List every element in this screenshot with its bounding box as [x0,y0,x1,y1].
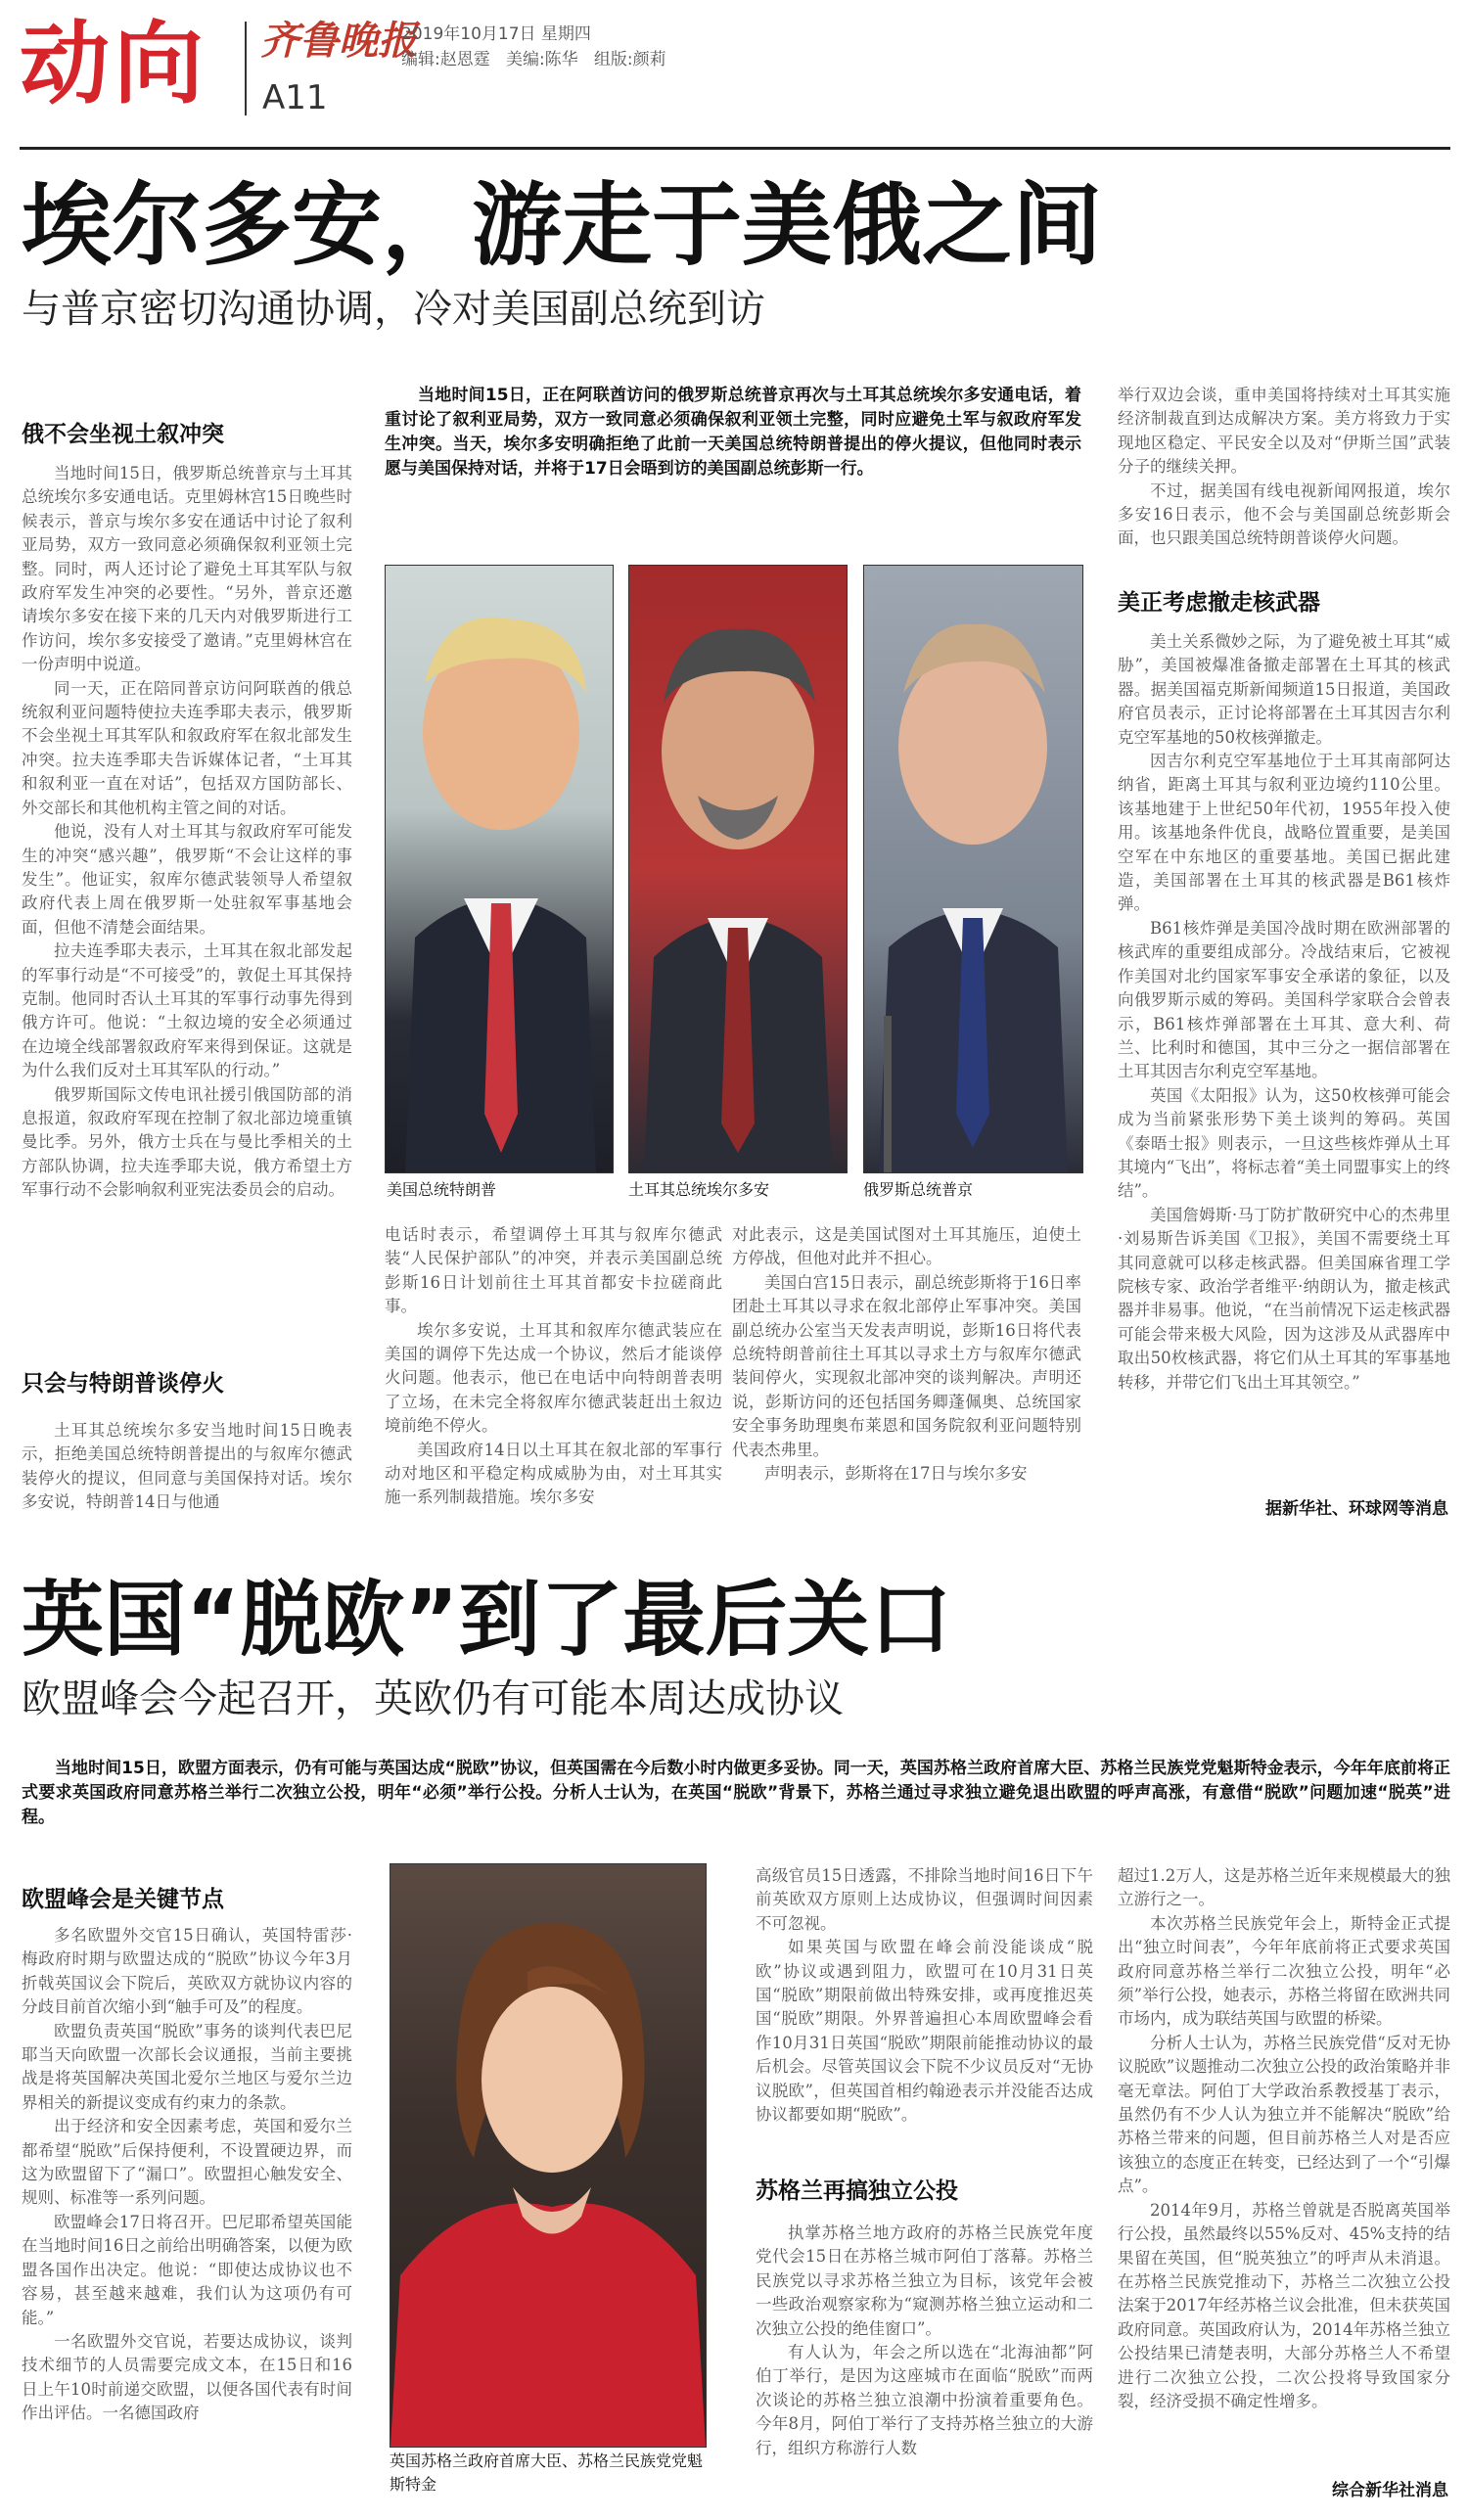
story2-source: 综合新华社消息 [1332,2481,1448,2500]
story2-lead: 当地时间15日，欧盟方面表示，仍有可能与英国达成“脱欧”协议，但英国需在今后数小时内做更多妥协。同一天，英国苏格兰政府首席大臣、苏格兰民族党党魁斯特金表示，今年年底前将正式要求英国政府同意苏格兰举行二次独立公投，明年“必须”举行公投。分析人士认为，在英国“脱欧”背景下，苏格兰通过寻求独立避免退出欧盟的呼声高涨，有意借“脱欧”问题加速“脱英”进程。 [22,1759,1450,1827]
story1-source: 据新华社、环球网等消息 [1265,1499,1448,1519]
page-number: A11 [262,78,328,117]
newspaper-logo: 齐鲁晚报 [260,18,417,64]
story1-col1-title: 俄不会坐视土叙冲突 [22,422,224,447]
story1-col3-text: 对此表示，这是美国试图对土耳其施压，迫使土方停战，但他对此并不担心。 美国白宫15日表示，副总统彭斯将于16日率团赴土耳其以寻求在叙北部停止军事冲突。美国副总统办公室当天发表声明说，彭斯16日将代表总统特朗普前往土耳其以寻求土方与叙库尔德武装间停火，实现叙北部冲突的谈判解决。声明还说，彭斯访问的还包括国务卿蓬佩奥、总统国家安全事务助理奥布莱恩和国务院叙利亚问题特别代表杰弗里。 声明表示，彭斯将在17日与埃尔多安 [732,1225,1081,1484]
story1-col1-text: 当地时间15日，俄罗斯总统普京与土耳其总统埃尔多安通电话。克里姆林宫15日晚些时候表示，普京与埃尔多安在通话中讨论了叙利亚局势，双方一致同意必须确保叙利亚领土完整。同时，两人还讨论了避免土耳其军队与叙政府军发生冲突的必要性。“另外，普京还邀请埃尔多安在接下来的几天内对俄罗斯进行工作访问，埃尔多安接受了邀请。”克里姆林宫在一份声明中说道。 同一天，正在陪同普京访问阿联酋的俄总统叙利亚问题特使拉夫连季耶夫表示，俄罗斯不会坐视土耳其军队和叙政府军在叙北部发生冲突。拉夫连季耶夫告诉媒体记者，“土耳其和叙利亚一直在对话”，包括双方国防部长、外交部长和其他机构主管之间的对话。 他说，没有人对土耳其与叙政府军可能发生的冲突“感兴趣”，俄罗斯“不会让这样的事发生”。他证实，叙库尔德武装领导人希望叙政府代表上周在俄罗斯一处驻叙军事基地会面，但他不清楚会面结果。 拉夫连季耶夫表示，土耳其在叙北部发起的军事行动是“不可接受”的，敦促土耳其保持克制。他同时否认土耳其的军事行动事先得到俄方许可。他说：“土叙边境的安全必须通过在边境全线部署叙政府军来得到保证。这就是为什么我们反对土耳其军队的行动。” 俄罗斯国际文传电讯社援引俄国防部的消息报道，叙政府军现在控制了叙北部边境重镇曼比季。另外，俄方士兵在与曼比季相关的土方部队协调，拉夫连季耶夫说，俄方希望土方军事行动不会影响叙利亚宪法委员会的启动。 [22,464,352,1200]
story2-col1-title: 欧盟峰会是关键节点 [22,1887,224,1912]
story1-col2-text: 电话时表示，希望调停土耳其与叙库尔德武装“人民保护部队”的冲突，并表示美国副总统彭斯16日计划前往土耳其首都安卡拉磋商此事。 埃尔多安说，土耳其和叙库尔德武装应在美国的调停下先达成一个协议，然后才能谈停火问题。他表示，他已在电话中向特朗普表明了立场，在未完全将叙库尔德武装赶出土叙边境前绝不停火。 美国政府14日以土耳其在叙北部的军事行动对地区和平稳定构成威胁为由，对土耳其实施一系列制裁措施。埃尔多安 [385,1225,722,1507]
story1-lead: 当地时间15日，正在阿联酋访问的俄罗斯总统普京再次与土耳其总统埃尔多安通电话，着重讨论了叙利亚局势，双方一致同意必须确保叙利亚领土完整，同时应避免土军与叙政府军发生冲突。当天，埃尔多安明确拒绝了此前一天美国总统特朗普提出的停火提议，但他同时表示愿与美国保持对话，并将于17日会晤到访的美国副总统彭斯一行。 [385,386,1081,479]
story2-col1-text: 多名欧盟外交官15日确认，英国特雷莎·梅政府时期与欧盟达成的“脱欧”协议今年3月折戟英国议会下院后，英欧双方就协议内容的分歧目前首次缩小到“触手可及”的程度。 欧盟负责英国“脱欧”事务的谈判代表巴尼耶当天向欧盟一次部长会议通报，当前主要挑战是将英国解决英国北爱尔兰地区与爱尔兰边界相关的新提议变成有约束力的条款。 出于经济和安全因素考虑，英国和爱尔兰都希望“脱欧”后保持便利，不设置硬边界，而这为欧盟留下了“漏口”。欧盟担心触发安全、规则、标准等一系列问题。 欧盟峰会17日将召开。巴尼耶希望英国能在当地时间16日之前给出明确答案，以便为欧盟各国作出决定。他说：“即使达成协议也不容易，甚至越来越难，我们认为这项仍有可能。” 一名欧盟外交官说，若要达成协议，谈判技术细节的人员需要完成文本，在15日和16日上午10时前递交欧盟，以便各国代表有时间作出评估。一名德国政府 [22,1926,352,2423]
photo-caption-erdogan: 土耳其总统埃尔多安 [628,1180,770,1199]
section-title: 动向 [20,12,208,116]
story2-subhead: 欧盟峰会今起召开，英欧仍有可能本周达成协议 [22,1676,844,1721]
story1-col1b-title: 只会与特朗普谈停火 [22,1371,224,1397]
story2-headline: 英国“脱欧”到了最后关口 [22,1572,952,1668]
masthead-divider [245,22,247,115]
story2-col2-text: 高级官员15日透露，不排除当地时间16日下午前英欧双方原则上达成协议，但强调时间因素不可忽视。 如果英国与欧盟在峰会前没能谈成“脱欧”协议或遇到阻力，欧盟可在10月31日英国“脱欧”期限前做出特殊安排，或再度推迟英国“脱欧”期限。外界普遍担心本周欧盟峰会看作10月31日英国“脱欧”期限前能推动协议的最后机会。尽管英国议会下院不少议员反对“无协议脱欧”，但英国首相约翰逊表示并没能否达成协议都要如期“脱欧”。 [756,1866,1093,2125]
story1-col4-text: 举行双边会谈，重申美国将持续对土耳其实施经济制裁直到达成解决方案。美方将致力于实现地区稳定、平民安全以及对“伊斯兰国”武装分子的继续关押。 不过，据美国有线电视新闻网报道，埃尔多安16日表示，他不会与美国副总统彭斯会面，也只跟美国总统特朗普谈停火问题。 [1118,386,1450,548]
photo-caption-trump: 美国总统特朗普 [387,1180,497,1199]
story2-col3-text: 超过1.2万人，这是苏格兰近年来规模最大的独立游行之一。 本次苏格兰民族党年会上，斯特金正式提出“独立时间表”，今年年底前将正式要求英国政府同意苏格兰举行二次独立公投，明年“必须”举行公投，她表示，苏格兰将留在欧洲共同市场内，成为联结英国与欧盟的桥梁。 分析人士认为，苏格兰民族党借“反对无协议脱欧”议题推动二次独立公投的政治策略并非毫无章法。阿伯丁大学政治系教授基丁表示，虽然仍有不少人认为独立并不能解决“脱欧”给苏格兰带来的问题，但目前苏格兰人对是否应该独立的态度正在转变，已经达到了一个“引爆点”。 2014年9月，苏格兰曾就是否脱离英国举行公投，虽然最终以55%反对、45%支持的结果留在英国，但“脱英独立”的呼声从未消退。在苏格兰民族党推动下，苏格兰二次独立公投法案于2017年经苏格兰议会批准，但未获英国政府同意。英国政府认为，2014年苏格兰独立公投结果已清楚表明，大部分苏格兰人不希望进行二次独立公投，二次公投将导致国家分裂，经济受损不确定性增多。 [1118,1866,1450,2410]
story1-subhead: 与普京密切沟通协调，冷对美国副总统到访 [22,287,765,332]
story2-col2-title: 苏格兰再搞独立公投 [756,2178,958,2204]
story2-col2b-text: 执掌苏格兰地方政府的苏格兰民族党年度党代会15日在苏格兰城市阿伯丁落幕。苏格兰民族党以寻求苏格兰独立为目标，该党年会被一些政治观察家称为“窥测苏格兰独立运动和二次独立公投的绝佳窗口”。 有人认为，年会之所以选在“北海油都”阿伯丁举行，是因为这座城市在面临“脱欧”而两次谈论的苏格兰独立浪潮中扮演着重要角色。今年8月，阿伯丁举行了支持苏格兰独立的大游行，组织方称游行人数 [756,2223,1093,2457]
story1-col4b-text: 美土关系微妙之际，为了避免被土耳其“威胁”，美国被爆准备撤走部署在土耳其的核武器。据美国福克斯新闻频道15日报道，美国政府官员表示，正讨论将部署在土耳其因吉尔利克空军基地的50枚核弹撤走。 因吉尔利克空军基地位于土耳其南部阿达纳省，距离土耳其与叙利亚边境约110公里。该基地建于上世纪50年代初，1955年投入使用。该基地条件优良，战略位置重要，是美国空军在中东地区的重要基地。美国已据此建造，美国部署在土耳其的核武器是B61核炸弹。 B61核炸弹是美国冷战时期在欧洲部署的核武库的重要组成部分。冷战结束后，它被视作美国对北约国家军事安全承诺的象征，以及向俄罗斯示威的筹码。美国科学家联合会曾表示，B61核炸弹部署在土耳其、意大利、荷兰、比利时和德国，其中三分之一据信部署在土耳其因吉尔利克空军基地。 英国《太阳报》认为，这50枚核弹可能会成为当前紧张形势下美土谈判的筹码。英国《泰晤士报》则表示，一旦这些核炸弹从土耳其境内“飞出”，将标志着“美土同盟事实上的终结”。 美国詹姆斯·马丁防扩散研究中心的杰弗里·刘易斯告诉美国《卫报》，美国不需要绕土耳其同意就可以移走核武器。但美国麻省理工学院核专家、政治学者维平·纳朗认为，撤走核武器并非易事。他说，“在当前情况下运走核武器可能会带来极大风险，因为这涉及从武器库中取出50枚核武器，将它们从土耳其的军事基地转移，并带它们飞出土耳其领空。” [1118,632,1450,1392]
putin-photo [863,565,1083,1173]
story1-col4-title: 美正考虑撤走核武器 [1118,590,1320,616]
story1-headline: 埃尔多安，游走于美俄之间 [22,173,1103,278]
photo-caption-putin: 俄罗斯总统普京 [863,1180,974,1199]
sturgeon-photo-caption: 英国苏格兰政府首席大臣、苏格兰民族党党魁斯特金 [390,2451,704,2494]
erdogan-photo [628,565,848,1173]
masthead-rule [20,147,1450,150]
editor-credits: 编辑:赵恩霆 美编:陈华 组版:颜莉 [401,50,666,69]
trump-photo [385,565,614,1173]
issue-date: 2019年10月17日 星期四 [401,24,591,44]
story1-col1b-text: 土耳其总统埃尔多安当地时间15日晚表示，拒绝美国总统特朗普提出的与叙库尔德武装停火的提议，但同意与美国保持对话。埃尔多安说，特朗普14日与他通 [22,1421,352,1512]
sturgeon-photo [390,1863,707,2448]
